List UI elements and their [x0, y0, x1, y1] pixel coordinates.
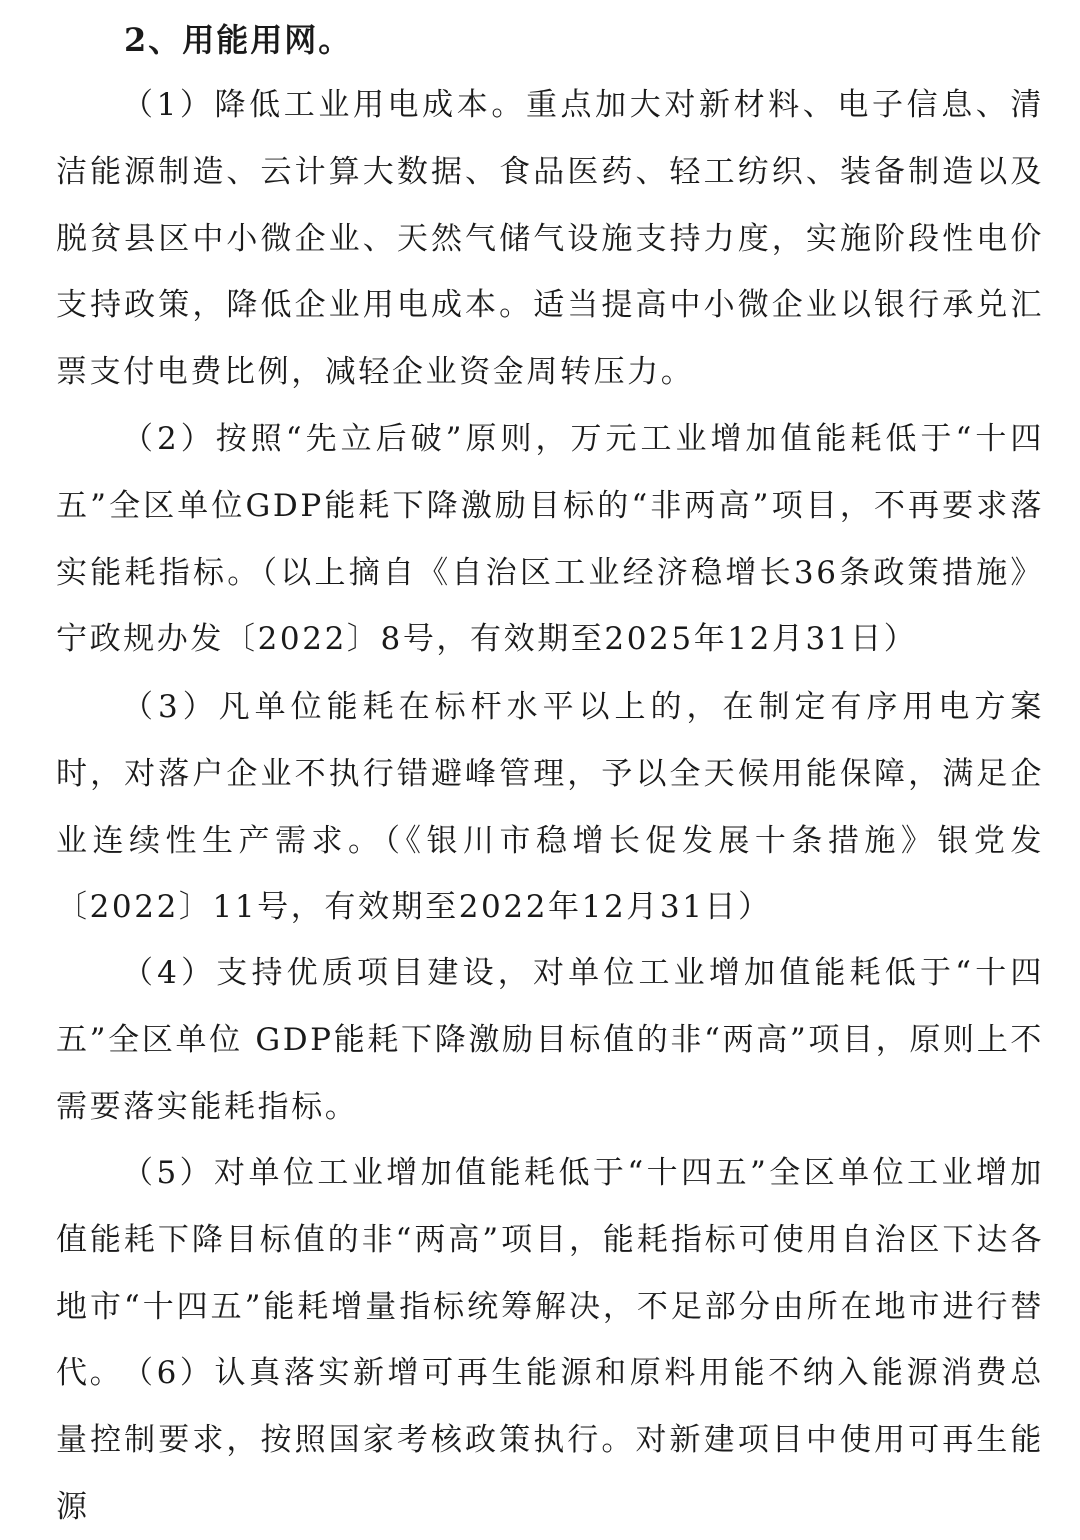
paragraph-5: （5）对单位工业增加值能耗低于“十四五”全区单位工业增加值能耗下降目标值的非“两高”项目，能耗指标可使用自治区下达各地市“十四五”能耗增量指标统筹解决，不足部分由所在地市进行替代。 [56, 1155, 1044, 1392]
paragraph-6: （6）认真落实新增可再生能源和原料用能不纳入能源消费总量控制要求，按照国家考核政策执行。对新建项目中使用可再生能源 [56, 1355, 1044, 1525]
section-heading: 2、用能用网。 [124, 21, 353, 59]
paragraph-3: （3）凡单位能耗在标杆水平以上的，在制定有序用电方案时，对落户企业不执行错避峰管理，予以全天候用能保障，满足企业连续性生产需求。（《银川市稳增长促发展十条措施》银党发〔2022〕11号，有效期至2022年12月31日） [56, 689, 1044, 926]
paragraph-1: （1）降低工业用电成本。重点加大对新材料、电子信息、清洁能源制造、云计算大数据、食品医药、轻工纺织、装备制造以及脱贫县区中小微企业、天然气储气设施支持力度，实施阶段性电价支持政策，降低企业用电成本。适当提高中小微企业以银行承兑汇票支付电费比例，减轻企业资金周转压力。 [56, 87, 1044, 391]
paragraph-2: （2）按照“先立后破”原则，万元工业增加值能耗低于“十四五”全区单位GDP能耗下降激励目标的“非两高”项目，不再要求落实能耗指标。（以上摘自《自治区工业经济稳增长36条政策措施》宁政规办发〔2022〕8号，有效期至2025年12月31日） [56, 421, 1044, 658]
paragraph-4: （4）支持优质项目建设，对单位工业增加值能耗低于“十四五”全区单位 GDP能耗下降激励目标值的非“两高”项目，原则上不需要落实能耗指标。 [56, 955, 1044, 1125]
